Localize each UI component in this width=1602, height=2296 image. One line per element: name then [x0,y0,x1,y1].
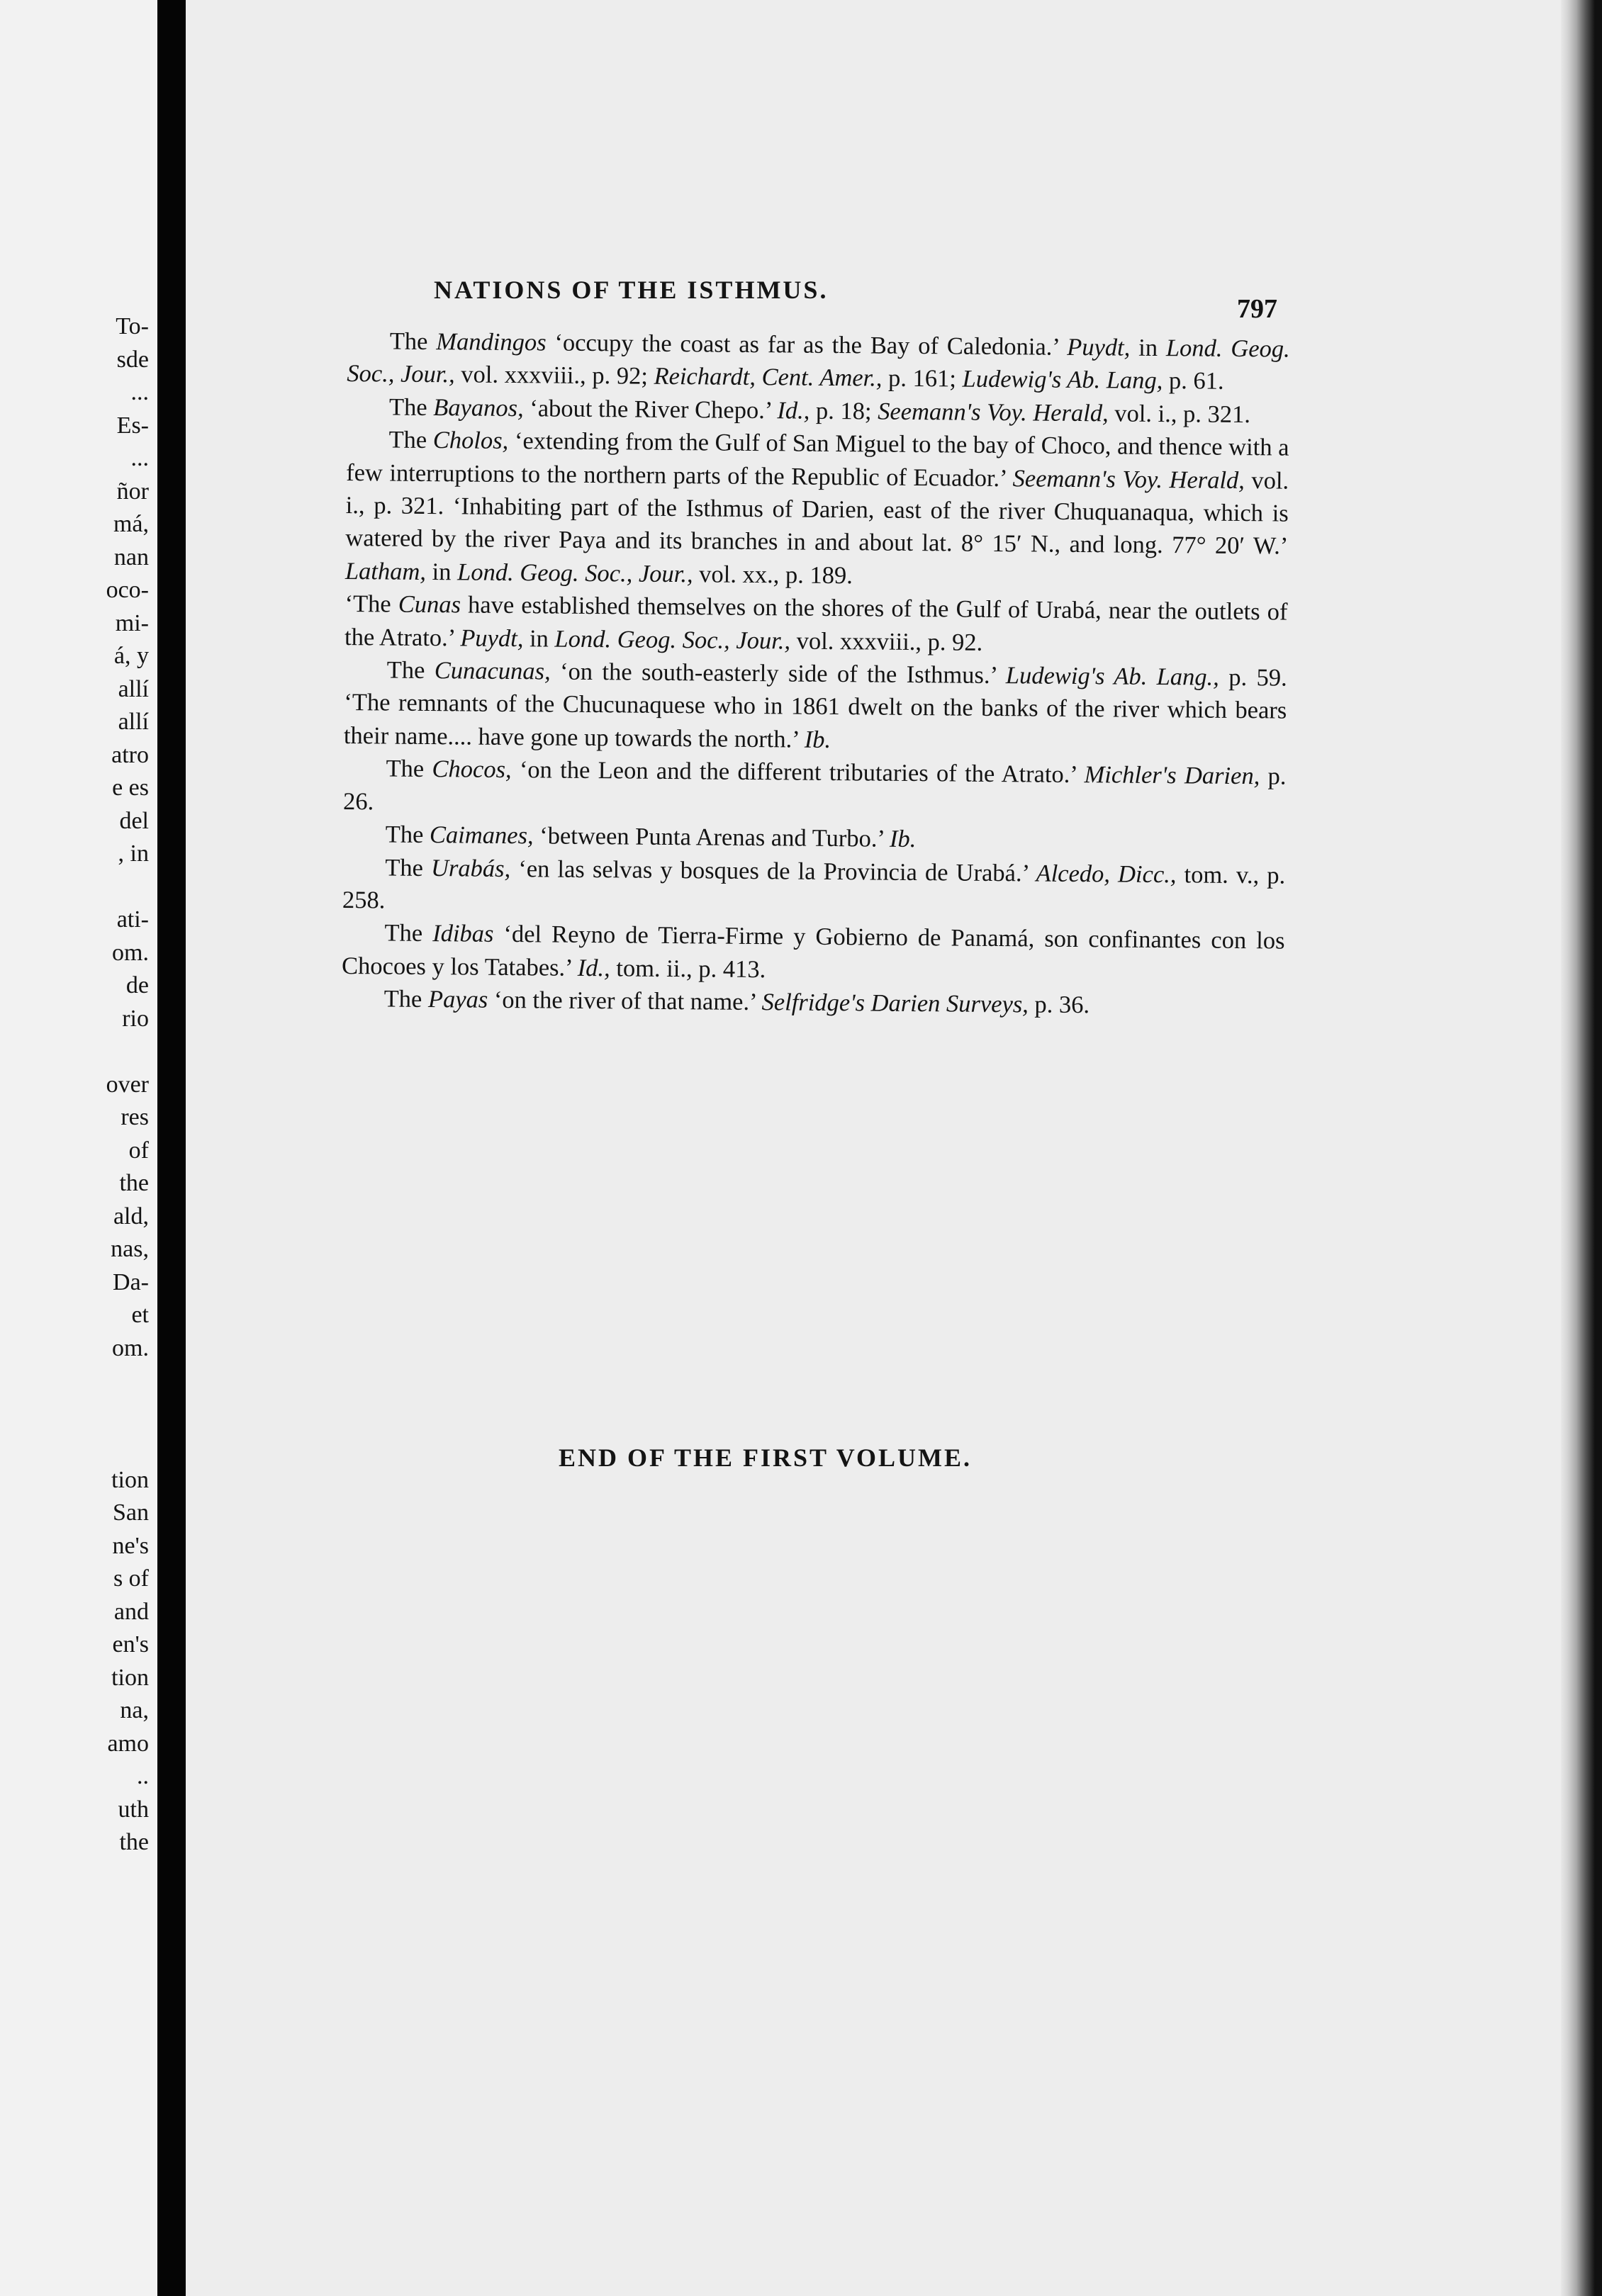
footnote-text: The [386,656,435,685]
facing-page-line: allí [118,709,149,735]
footnote-text: The [383,985,429,1013]
facing-page-line: San [113,1499,149,1526]
footnote-paragraph [345,587,1288,661]
footnotes-block [341,325,1289,1023]
citation-italic: Michler's Darien, [1084,761,1260,790]
footnote-text: The [389,327,437,356]
footnote-text: ‘del Reyno de Tierra-Firme y Gobierno de Panamá, son confinantes con los Chocoes y los Tatabes.’ [341,921,1285,981]
facing-page-line: the [119,1170,149,1196]
facing-page-line: ald, [113,1203,149,1229]
citation-italic: Lond. Geog. Soc., Jour., [456,558,693,588]
footnote-text: in [1130,334,1167,362]
citation-italic: Ludewig's Ab. Lang., [1005,662,1220,691]
book-gutter [157,0,186,2296]
footnote-text: The [388,393,434,421]
footnote-text: tom. ii., p. 413. [610,954,766,983]
page-edge-shadow [1561,0,1602,2296]
footnote-text: p. 36. [1028,991,1090,1019]
facing-page-fragment [0,0,157,2296]
citation-italic: Ludewig's Ab. Lang, [962,365,1163,395]
citation-italic: Lond. Geog. Soc., Jour., [554,625,791,655]
facing-page-line: nan [113,544,149,570]
page-number: 797 [1237,294,1277,324]
facing-page-line: tion [111,1466,149,1493]
citation-italic: Mandingos [436,328,547,356]
footnote-text: vol. xx., p. 189. [693,561,853,590]
running-head: NATIONS OF THE ISTHMUS. [434,276,829,304]
footnote-paragraph [347,325,1290,398]
facing-page-line: ati- [116,906,149,933]
footnote-text: p. 26. [342,762,1287,816]
facing-page-line: ... [130,445,149,471]
footnote-text: ‘en las selvas y bosques de la Provincia de Urabá.’ [510,855,1036,887]
footnote-text: The [385,853,432,882]
footnote-text: The [385,821,430,849]
citation-italic: Cunacunas, [434,657,551,685]
footnote-text: ‘on the river of that name.’ [488,986,762,1016]
footnote-text: ‘between Punta Arenas and Turbo.’ [533,822,890,852]
footnote-paragraph [342,850,1286,924]
facing-page-line: rio [122,1005,149,1032]
footnote-text: ‘on the Leon and the different tributaries of the Atrato.’ [511,756,1085,789]
facing-page-line: sde [116,346,149,373]
citation-italic: Payas [427,986,488,1013]
citation-italic: Ib. [889,825,917,853]
footnote-text: vol. xxxviii., p. 92; [454,361,654,390]
footnote-text: ‘on the south-easterly side of the Isthmus.’ [550,658,1007,690]
facing-page-line: res [121,1104,149,1130]
footnote-text: in [523,624,555,653]
facing-page-line: ... [130,379,149,405]
citation-italic: Bayanos, [433,393,524,422]
facing-page-line: allí [118,675,149,702]
citation-italic: Urabás, [430,854,511,882]
facing-page-line: over [106,1071,149,1098]
facing-page-line: om. [112,1334,149,1361]
citation-italic: Caimanes, [429,821,534,850]
facing-page-line: má, [113,511,149,537]
footnote-text: p. 161; [882,364,963,393]
citation-italic: Puydt, [460,624,524,652]
citation-italic: Ib. [804,726,831,753]
footnote-text: The [388,426,434,454]
footnote-text: ‘about the River Chepo.’ [523,394,778,424]
citation-italic: Id., [577,954,610,981]
facing-page-line: To- [116,313,149,339]
citation-italic: Reichardt, Cent. Amer., [654,363,883,392]
footnote-text: have established themselves on the shores of the Gulf of Urabá, near the outlets of the Atrato.’ [344,591,1288,652]
facing-page-line: mi- [115,609,149,636]
citation-italic: Alcedo, Dicc., [1036,860,1177,888]
footnote-text: p. 59. ‘The remnants of the Chucunaquese who in 1861 dwelt on the banks of the river which bears their name.... have gone up towards the north.’ [343,663,1287,753]
citation-italic: Id., [777,397,810,424]
footnote-paragraph [343,752,1287,826]
facing-page-line: uth [118,1796,149,1823]
citation-italic: Chocos, [432,755,512,784]
facing-page-line: s of [113,1565,149,1592]
footnote-text: vol. xxxviii., p. 92. [790,627,983,656]
facing-page-line: om. [112,939,149,966]
facing-page-line: et [131,1302,149,1328]
facing-page-line: amo [107,1730,149,1757]
citation-italic: Lond. Geog. Soc., Jour., [347,334,1290,388]
footnote-text: The [386,755,432,783]
citation-italic: Latham, [345,557,427,585]
footnote-text: in [425,558,458,586]
facing-page-line: oco- [106,577,149,603]
facing-page-line: Es- [116,412,149,439]
citation-italic: Seemann's Voy. Herald, [1012,464,1245,494]
footnote-text: ‘The [345,590,398,618]
footnote-text: The [384,919,433,947]
citation-italic: Cunas [398,590,461,619]
facing-page-line: en's [112,1631,149,1658]
facing-page-line: ne's [112,1532,149,1559]
facing-page-line: de [125,972,149,998]
facing-page-line: del [119,807,149,834]
facing-page-line: na, [120,1697,149,1723]
footnote-text: vol. i., p. 321. ‘Inhabiting part of the Isthmus of Darien, east of the river Chuquanaqua, which is watered by the river Paya and its branches in and about lat. 8° 15′ N., and long. 77° 20′ W.’ [345,466,1289,561]
footnote-text: p. 61. [1163,367,1224,395]
facing-page-line: á, y [113,643,149,669]
citation-italic: Idibas [432,920,494,948]
footnote-text: p. 18; [810,397,878,425]
facing-page-line: .. [137,1763,149,1789]
footnote-text: vol. i., p. 321. [1108,400,1251,428]
citation-italic: Selfridge's Darien Surveys, [761,989,1029,1018]
facing-page-line: , in [118,840,149,867]
facing-page-line: and [113,1598,149,1625]
facing-page-line: atro [111,741,149,768]
facing-page-line: ñor [116,478,149,505]
footnote-text: ‘occupy the coast as far as the Bay of Caledonia.’ [546,329,1068,361]
facing-page-line: tion [111,1664,149,1691]
facing-page-line: of [128,1137,149,1164]
footnote-paragraph [345,423,1289,596]
end-of-volume-notice: END OF THE FIRST VOLUME. [559,1444,973,1472]
facing-page-line: the [119,1829,149,1855]
citation-italic: Cholos, [432,427,509,455]
facing-page-line: Da- [113,1268,149,1295]
facing-page-line: nas, [111,1236,149,1262]
citation-italic: Seemann's Voy. Herald, [878,398,1109,427]
footnote-text: tom. v., p. 258. [342,860,1286,914]
footnote-paragraph [342,916,1285,990]
footnote-paragraph [344,653,1287,760]
citation-italic: Puydt, [1067,333,1131,361]
facing-page-line: e es [112,775,149,801]
footnote-text: ‘extending from the Gulf of San Miguel to the bay of Choco, and thence with a few interruptions to the northern parts of the Republic of Ecuador.’ [346,427,1289,492]
